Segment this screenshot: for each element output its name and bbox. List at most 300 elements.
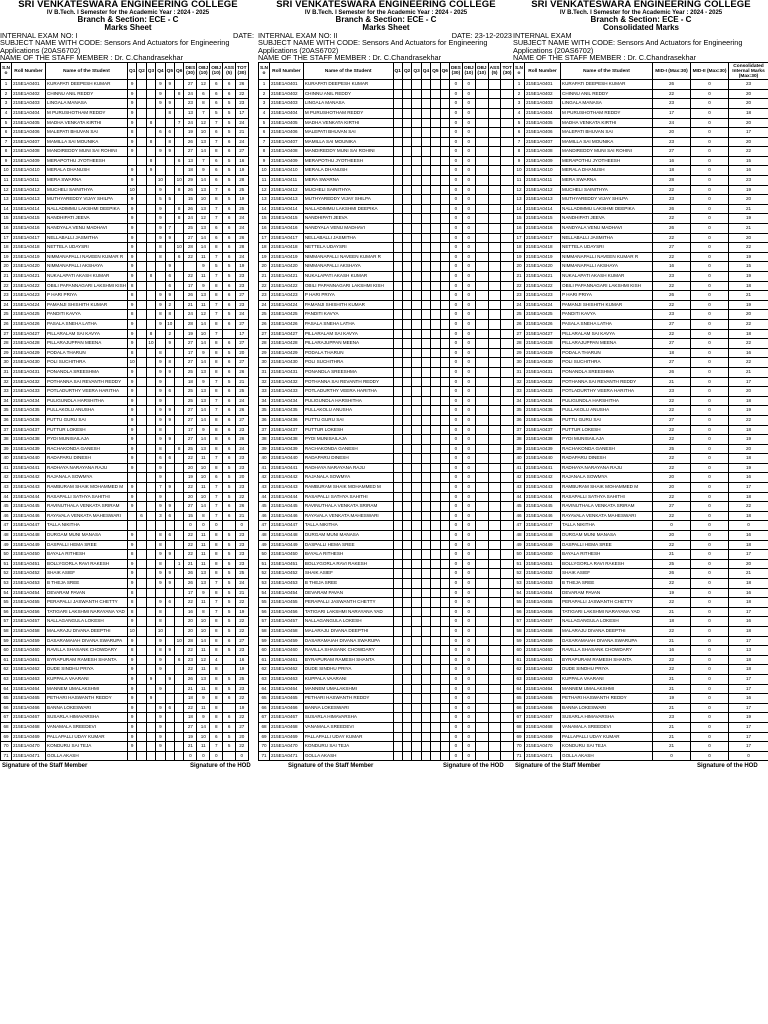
mark-cell: 9 bbox=[146, 674, 155, 684]
mark-cell: 6 bbox=[223, 694, 236, 704]
mark-cell bbox=[488, 684, 501, 694]
mark-cell bbox=[165, 694, 174, 704]
mark-cell bbox=[431, 502, 440, 512]
mark-cell: 9 bbox=[156, 377, 165, 387]
mark-cell: 8 bbox=[210, 617, 223, 627]
mark-cell: 22 bbox=[184, 540, 197, 550]
student-name: MUCHELI SAINITHYA bbox=[303, 185, 393, 195]
table-row bbox=[514, 713, 768, 723]
table-row bbox=[1, 598, 249, 608]
table-row bbox=[1, 531, 249, 541]
student-name: NALLAGANGULA LOKESH bbox=[46, 617, 128, 627]
mark-cell: 19 bbox=[184, 473, 197, 483]
mark-cell bbox=[175, 626, 184, 636]
mark-cell: 10 bbox=[175, 176, 184, 186]
table-row bbox=[514, 128, 768, 138]
mark-cell bbox=[501, 655, 514, 665]
mark-cell: 0 bbox=[462, 473, 475, 483]
mark-cell bbox=[488, 224, 501, 234]
mark-cell: 27 bbox=[236, 415, 249, 425]
roll-number: 215E1A0449 bbox=[525, 540, 561, 550]
mark-cell bbox=[431, 626, 440, 636]
branch-section: Branch & Section: ECE - C bbox=[590, 14, 692, 24]
student-name: DURGAM MUNI MANASA bbox=[46, 531, 128, 541]
serial-number: 44 bbox=[259, 492, 270, 502]
mark-cell bbox=[501, 214, 514, 224]
mark-cell bbox=[501, 540, 514, 550]
student-name: BAYALA RITHESH bbox=[46, 550, 128, 560]
mark-cell bbox=[137, 128, 146, 138]
mark-cell: 0 bbox=[449, 358, 462, 368]
serial-number: 45 bbox=[259, 502, 270, 512]
roll-number: 215E1A0409 bbox=[525, 156, 561, 166]
mark-cell: 10 bbox=[156, 626, 165, 636]
student-name: RAJANALA SOWMYA bbox=[303, 473, 393, 483]
student-name: B THEJA SREE bbox=[46, 579, 128, 589]
column-header: Q6 bbox=[440, 63, 449, 80]
table-row bbox=[259, 89, 514, 99]
mark-cell: 6 bbox=[223, 89, 236, 99]
mark-cell bbox=[488, 367, 501, 377]
consolidated-mark: 19 bbox=[729, 272, 768, 282]
mark-cell: 0 bbox=[449, 636, 462, 646]
mark-cell bbox=[488, 108, 501, 118]
student-name: NETTELA UDAYSRI bbox=[46, 243, 128, 253]
table-row bbox=[514, 387, 768, 397]
student-name: MERAPOTHU JYOTHEESH bbox=[46, 156, 128, 166]
serial-number: 62 bbox=[514, 665, 525, 675]
table-row bbox=[1, 444, 249, 454]
serial-number: 24 bbox=[1, 300, 12, 310]
mark-cell bbox=[137, 329, 146, 339]
mark-cell bbox=[501, 559, 514, 569]
mark-cell bbox=[488, 80, 501, 90]
mark-cell bbox=[402, 272, 411, 282]
mark-cell: 27 bbox=[184, 147, 197, 157]
serial-number: 54 bbox=[514, 588, 525, 598]
mark-cell bbox=[165, 540, 174, 550]
mark-cell: 0 bbox=[449, 559, 462, 569]
mark-cell: 5 bbox=[223, 176, 236, 186]
mark-cell bbox=[146, 128, 155, 138]
mark-cell: 10 bbox=[127, 626, 136, 636]
table-row bbox=[514, 118, 768, 128]
serial-number: 55 bbox=[1, 598, 12, 608]
mark-cell bbox=[175, 358, 184, 368]
mark-cell: 13 bbox=[197, 396, 210, 406]
mark-cell: 8 bbox=[127, 607, 136, 617]
serial-number: 19 bbox=[514, 252, 525, 262]
mark-cell bbox=[488, 713, 501, 723]
table-row bbox=[259, 367, 514, 377]
student-name: NELLABALLI JASMITHA bbox=[561, 233, 653, 243]
mark-cell: 9 bbox=[165, 674, 174, 684]
student-name: PUTTUR LOKESH bbox=[303, 425, 393, 435]
mark-cell bbox=[475, 617, 488, 627]
mark-cell bbox=[475, 588, 488, 598]
mark-cell bbox=[475, 559, 488, 569]
mark-cell bbox=[421, 435, 430, 445]
serial-number: 54 bbox=[1, 588, 12, 598]
student-name: RACHAKONDA GANESH bbox=[46, 444, 128, 454]
table-row bbox=[514, 492, 768, 502]
mark-cell bbox=[402, 703, 411, 713]
mark-cell: 10 bbox=[197, 473, 210, 483]
mark-cell: 9 bbox=[127, 559, 136, 569]
student-name: PYDI MUNISAILAJA bbox=[46, 435, 128, 445]
mid2-mark: 0 bbox=[691, 118, 729, 128]
mark-cell: 21 bbox=[184, 742, 197, 752]
mark-cell: 0 bbox=[462, 425, 475, 435]
mark-cell: 6 bbox=[165, 531, 174, 541]
mark-cell: 0 bbox=[462, 387, 475, 397]
mark-cell: 8 bbox=[156, 617, 165, 627]
mark-cell: 8 bbox=[156, 531, 165, 541]
serial-number: 31 bbox=[514, 367, 525, 377]
mark-cell bbox=[165, 521, 174, 531]
student-name: KUPPALA VAARANI bbox=[561, 674, 653, 684]
mark-cell bbox=[175, 646, 184, 656]
mid1-mark: 22 bbox=[653, 435, 691, 445]
mark-cell: 8 bbox=[127, 310, 136, 320]
student-name: MALEPATI BHUVAN SAI bbox=[46, 128, 128, 138]
roll-number: 215E1A0414 bbox=[12, 204, 46, 214]
mark-cell bbox=[137, 598, 146, 608]
mark-cell bbox=[175, 550, 184, 560]
roll-number: 215E1A0464 bbox=[12, 684, 46, 694]
serial-number: 67 bbox=[514, 713, 525, 723]
table-row bbox=[514, 89, 768, 99]
mark-cell: 6 bbox=[223, 281, 236, 291]
table-row bbox=[259, 607, 514, 617]
mark-cell bbox=[402, 300, 411, 310]
mark-cell bbox=[412, 80, 421, 90]
mark-cell bbox=[175, 396, 184, 406]
student-name: MADHA VENKATA KIRTHI bbox=[46, 118, 128, 128]
mark-cell: 8 bbox=[127, 291, 136, 301]
mark-cell: 6 bbox=[175, 655, 184, 665]
mark-cell bbox=[175, 751, 184, 761]
table-row bbox=[514, 80, 768, 90]
mark-cell: 8 bbox=[210, 463, 223, 473]
mid1-mark: 23 bbox=[653, 195, 691, 205]
column-header: OBJ (10) bbox=[462, 63, 475, 80]
mark-cell bbox=[421, 128, 430, 138]
serial-number: 23 bbox=[259, 291, 270, 301]
mark-cell bbox=[488, 742, 501, 752]
mark-cell: 6 bbox=[223, 214, 236, 224]
roll-number: 215E1A0462 bbox=[12, 665, 46, 675]
mark-cell: 6 bbox=[210, 99, 223, 109]
mark-cell bbox=[175, 703, 184, 713]
mark-cell bbox=[146, 463, 155, 473]
mark-cell bbox=[137, 310, 146, 320]
mark-cell bbox=[440, 195, 449, 205]
serial-number: 18 bbox=[514, 243, 525, 253]
serial-number: 60 bbox=[259, 646, 270, 656]
mark-cell: 26 bbox=[184, 674, 197, 684]
mark-cell: 6 bbox=[210, 89, 223, 99]
mark-cell bbox=[421, 684, 430, 694]
mark-cell: 6 bbox=[223, 454, 236, 464]
serial-number: 66 bbox=[514, 703, 525, 713]
mark-cell bbox=[488, 195, 501, 205]
mark-cell bbox=[475, 463, 488, 473]
student-name: DURGAM MUNI MANASA bbox=[303, 531, 393, 541]
roll-number: 215E1A0427 bbox=[525, 329, 561, 339]
serial-number: 64 bbox=[1, 684, 12, 694]
mark-cell: 9 bbox=[127, 502, 136, 512]
serial-number: 64 bbox=[514, 684, 525, 694]
mark-cell: 8 bbox=[210, 147, 223, 157]
mark-cell bbox=[421, 147, 430, 157]
roll-number: 215E1A0431 bbox=[525, 367, 561, 377]
mark-cell bbox=[137, 387, 146, 397]
mark-cell bbox=[412, 358, 421, 368]
serial-number: 59 bbox=[1, 636, 12, 646]
serial-number: 44 bbox=[514, 492, 525, 502]
mark-cell: 8 bbox=[210, 281, 223, 291]
mark-cell bbox=[440, 348, 449, 358]
mark-cell bbox=[175, 348, 184, 358]
mark-cell: 9 bbox=[165, 367, 174, 377]
mark-cell: 14 bbox=[197, 233, 210, 243]
mark-cell: 25 bbox=[184, 444, 197, 454]
mark-cell bbox=[137, 339, 146, 349]
mark-cell bbox=[412, 444, 421, 454]
serial-number: 27 bbox=[514, 329, 525, 339]
mark-cell: 7 bbox=[165, 224, 174, 234]
serial-number: 7 bbox=[1, 137, 12, 147]
student-name: PODALA THARUN bbox=[561, 348, 653, 358]
student-name: SHAIK ASIEF bbox=[561, 569, 653, 579]
mark-cell: 9 bbox=[156, 367, 165, 377]
mark-cell bbox=[393, 425, 402, 435]
mark-cell bbox=[440, 387, 449, 397]
mark-cell: 5 bbox=[223, 531, 236, 541]
mark-cell: 9 bbox=[165, 147, 174, 157]
serial-number: 20 bbox=[514, 262, 525, 272]
mark-cell bbox=[223, 521, 236, 531]
student-name: P HARI PRIYA bbox=[303, 291, 393, 301]
student-name: TATIGARI LAKSHMI NARAYANA YAD bbox=[561, 607, 653, 617]
student-name: MUTHYAREDDY VIJAY SHILPA bbox=[561, 195, 653, 205]
mark-cell bbox=[402, 435, 411, 445]
mark-cell: 22 bbox=[236, 617, 249, 627]
serial-number: 9 bbox=[1, 156, 12, 166]
mark-cell bbox=[146, 713, 155, 723]
mark-cell: 20 bbox=[184, 626, 197, 636]
table-row bbox=[259, 703, 514, 713]
mark-cell bbox=[475, 272, 488, 282]
mark-cell bbox=[146, 310, 155, 320]
mark-cell bbox=[402, 511, 411, 521]
serial-number: 6 bbox=[514, 128, 525, 138]
mark-cell bbox=[440, 713, 449, 723]
consolidated-mark: 20 bbox=[729, 99, 768, 109]
table-row bbox=[514, 559, 768, 569]
serial-number: 41 bbox=[1, 463, 12, 473]
mark-cell: 6 bbox=[223, 425, 236, 435]
mid2-mark: 0 bbox=[691, 224, 729, 234]
roll-number: 215E1A0423 bbox=[12, 291, 46, 301]
mid2-mark: 0 bbox=[691, 377, 729, 387]
mark-cell: 0 bbox=[449, 195, 462, 205]
serial-number: 63 bbox=[1, 674, 12, 684]
serial-number: 52 bbox=[514, 569, 525, 579]
mark-cell bbox=[412, 722, 421, 732]
mark-cell bbox=[501, 684, 514, 694]
serial-number: 66 bbox=[259, 703, 270, 713]
mid1-mark: 16 bbox=[653, 156, 691, 166]
student-name: NALLAGANGULA LOKESH bbox=[303, 617, 393, 627]
mark-cell bbox=[412, 598, 421, 608]
roll-number: 215E1A0465 bbox=[270, 694, 304, 704]
mark-cell bbox=[421, 291, 430, 301]
mark-cell: 0 bbox=[449, 166, 462, 176]
mark-cell: 0 bbox=[462, 463, 475, 473]
subject-name: SUBJECT NAME WITH CODE: Sensors And Actuators for Engineering Applications (20AS6702) bbox=[513, 38, 743, 55]
roll-number: 215E1A0407 bbox=[12, 137, 46, 147]
student-name: POTLADURTHY VEERA HARITHA bbox=[46, 387, 128, 397]
mark-cell: 0 bbox=[462, 665, 475, 675]
roll-number: 215E1A0422 bbox=[270, 281, 304, 291]
mark-cell bbox=[402, 655, 411, 665]
student-name: DASARAMAIAH DIVANA SWARUPA bbox=[561, 636, 653, 646]
student-name: GOLLA AKASH bbox=[561, 751, 653, 761]
mark-cell: 0 bbox=[449, 713, 462, 723]
mark-cell bbox=[440, 281, 449, 291]
roll-number: 215E1A0463 bbox=[12, 674, 46, 684]
mark-cell bbox=[146, 367, 155, 377]
roll-number: 215E1A0419 bbox=[12, 252, 46, 262]
mark-cell bbox=[223, 665, 236, 675]
mark-cell bbox=[475, 319, 488, 329]
mark-cell: 16 bbox=[184, 607, 197, 617]
mark-cell: 25 bbox=[184, 387, 197, 397]
table-row bbox=[259, 579, 514, 589]
mark-cell bbox=[475, 310, 488, 320]
mark-cell: 9 bbox=[127, 147, 136, 157]
mark-cell: 8 bbox=[127, 588, 136, 598]
mark-cell bbox=[165, 396, 174, 406]
student-name: POTHANNA SAI REVANTH REDDY bbox=[46, 377, 128, 387]
table-row bbox=[259, 291, 514, 301]
mid2-mark: 0 bbox=[691, 291, 729, 301]
serial-number: 47 bbox=[1, 521, 12, 531]
mark-cell: 7 bbox=[210, 483, 223, 493]
roll-number: 215E1A0415 bbox=[270, 214, 304, 224]
mark-cell: 9 bbox=[165, 435, 174, 445]
mark-cell: 20 bbox=[236, 473, 249, 483]
serial-number: 28 bbox=[1, 339, 12, 349]
mark-cell bbox=[393, 300, 402, 310]
serial-number: 49 bbox=[259, 540, 270, 550]
table-row bbox=[514, 367, 768, 377]
mark-cell: 0 bbox=[462, 367, 475, 377]
student-name: PAMANJI SHISHITH KUMAR bbox=[303, 300, 393, 310]
consolidated-mark: 16 bbox=[729, 166, 768, 176]
student-name: PASALA SNEHA LATHA bbox=[46, 319, 128, 329]
mark-cell bbox=[137, 742, 146, 752]
table-row bbox=[1, 511, 249, 521]
mark-cell: 27 bbox=[184, 722, 197, 732]
roll-number: 215E1A0416 bbox=[270, 224, 304, 234]
consolidated-marks-sheet bbox=[513, 0, 768, 1024]
serial-number: 17 bbox=[259, 233, 270, 243]
mark-cell bbox=[137, 89, 146, 99]
serial-number: 32 bbox=[1, 377, 12, 387]
student-name: BOLLYGORLA RAVI RAKESH bbox=[303, 559, 393, 569]
mark-cell: 9 bbox=[127, 224, 136, 234]
table-row bbox=[1, 319, 249, 329]
mark-cell: 0 bbox=[197, 521, 210, 531]
column-header: S.N o bbox=[259, 63, 270, 80]
mark-cell: 11 bbox=[197, 454, 210, 464]
consolidated-mark: 20 bbox=[729, 559, 768, 569]
student-name: RAVINUTHALA VENKATA SRIRAM bbox=[303, 502, 393, 512]
student-name: PALLAPALLI UDAY KUMAR bbox=[303, 732, 393, 742]
mark-cell bbox=[475, 348, 488, 358]
mark-cell bbox=[440, 655, 449, 665]
roll-number: 215E1A0428 bbox=[270, 339, 304, 349]
mark-cell bbox=[421, 195, 430, 205]
table-row bbox=[1, 156, 249, 166]
mark-cell bbox=[175, 722, 184, 732]
mark-cell: 9 bbox=[127, 425, 136, 435]
roll-number: 215E1A0413 bbox=[12, 195, 46, 205]
mark-cell: 8 bbox=[210, 636, 223, 646]
mark-cell bbox=[402, 396, 411, 406]
mark-cell bbox=[431, 185, 440, 195]
college-name: SRI VENKATESWARA ENGINEERING COLLEGE bbox=[531, 0, 751, 10]
roll-number: 215E1A0461 bbox=[12, 655, 46, 665]
mid2-mark: 0 bbox=[691, 521, 729, 531]
mid2-mark: 0 bbox=[691, 636, 729, 646]
mark-cell: 27 bbox=[236, 358, 249, 368]
mark-cell bbox=[431, 444, 440, 454]
student-name: POTHANNA SAI REVANTH REDDY bbox=[561, 377, 653, 387]
mark-cell bbox=[402, 99, 411, 109]
student-name: NANDYALA VENU MADHAVI bbox=[46, 224, 128, 234]
mark-cell bbox=[175, 339, 184, 349]
mark-cell: 0 bbox=[449, 377, 462, 387]
mark-cell bbox=[137, 99, 146, 109]
mark-cell: 0 bbox=[462, 674, 475, 684]
mid1-mark: 22 bbox=[653, 281, 691, 291]
serial-number: 57 bbox=[1, 617, 12, 627]
mark-cell bbox=[475, 233, 488, 243]
mark-cell bbox=[488, 569, 501, 579]
mid2-mark: 0 bbox=[691, 607, 729, 617]
mark-cell bbox=[440, 540, 449, 550]
mid1-mark: 23 bbox=[653, 99, 691, 109]
mark-cell bbox=[501, 195, 514, 205]
mark-cell: 5 bbox=[223, 607, 236, 617]
mark-cell bbox=[501, 339, 514, 349]
mark-cell: 9 bbox=[165, 502, 174, 512]
roll-number: 215E1A0413 bbox=[525, 195, 561, 205]
roll-number: 215E1A0449 bbox=[12, 540, 46, 550]
student-name: PILLARALAM SAI KAVYA bbox=[561, 329, 653, 339]
mark-cell: 6 bbox=[210, 233, 223, 243]
serial-number: 46 bbox=[259, 511, 270, 521]
mark-cell: 19 bbox=[184, 128, 197, 138]
mark-cell bbox=[146, 185, 155, 195]
mark-cell bbox=[137, 569, 146, 579]
mark-cell bbox=[501, 751, 514, 761]
roll-number: 215E1A0425 bbox=[12, 310, 46, 320]
